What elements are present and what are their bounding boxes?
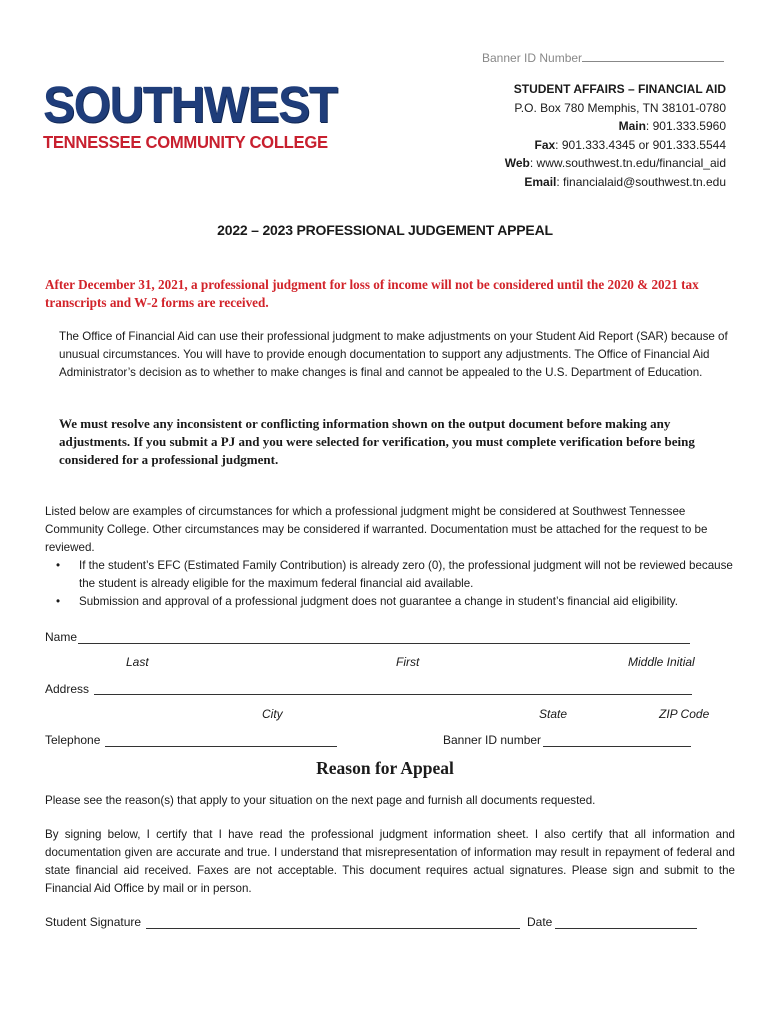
main-value: : 901.333.5960 xyxy=(645,119,726,134)
bullet-text: If the student’s EFC (Estimated Family Contribution) is already zero (0), the professional judgment will not be reviewed because the student is already eligible for the maximum federal financial aid available. xyxy=(79,559,733,590)
list-item xyxy=(45,557,735,593)
web-value: : www.southwest.tn.edu/financial_aid xyxy=(529,156,726,171)
middle-initial-label: Middle Initial xyxy=(628,655,695,669)
certify-paragraph: By signing below, I certify that I have read the professional judgment information sheet. I also certify that all information and documentation given are accurate and true. I understand that misrepresentation of information may result in repayment of federal and state financial aid received. Faxes are not acceptable. This document requires actual signatures. Please sign and submit to the Financial Aid Office by mail or in person. xyxy=(45,828,735,895)
reason-heading: Reason for Appeal xyxy=(316,758,454,778)
student-signature-field[interactable] xyxy=(146,928,520,929)
email-label: Email xyxy=(524,174,557,189)
banner-id-number-label: Banner ID number xyxy=(443,733,542,747)
examples-paragraph: Listed below are examples of circumstances for which a professional judgment might be considered at Southwest Tennessee Community College. Other circumstances may be considered if warranted. Documentation must be attached for the request to be reviewed. xyxy=(45,505,708,554)
bullet-icon: • xyxy=(56,559,61,572)
fax-label: Fax xyxy=(534,137,556,152)
telephone-field[interactable] xyxy=(105,746,337,747)
page-title: 2022 – 2023 PROFESSIONAL JUDGEMENT APPEAL xyxy=(217,222,553,238)
state-label: State xyxy=(539,707,568,721)
office-address: P.O. Box 780 Memphis, TN 38101-0780 xyxy=(514,100,726,115)
office-name: STUDENT AFFAIRS – FINANCIAL AID xyxy=(513,82,726,96)
list-item xyxy=(45,593,735,611)
telephone-label: Telephone xyxy=(45,733,101,747)
email-value: : financialaid@southwest.tn.edu xyxy=(556,174,726,189)
logo-main-text: SOUTHWEST xyxy=(43,76,337,133)
warning-text: After December 31, 2021, a professional judgment for loss of income will not be considered until the 2020 & 2021 tax transcripts and W-2 forms are received. xyxy=(45,277,699,310)
contact-block xyxy=(505,80,726,192)
web-address xyxy=(505,154,726,173)
web-label: Web xyxy=(504,156,530,171)
fax-value: : 901.333.4345 or 901.333.5544 xyxy=(555,137,726,152)
date-field[interactable] xyxy=(555,928,697,929)
resolve-paragraph: We must resolve any inconsistent or conflicting information shown on the output document before making any adjustments. If you submit a PJ and you were selected for verification, you must complete verification before being considered for a professional judgment. xyxy=(59,416,695,467)
last-label: Last xyxy=(126,655,149,669)
banner-id-top xyxy=(482,50,724,65)
intro-paragraph: The Office of Financial Aid can use their professional judgment to make adjustments on your Student Aid Report (SAR) because of unusual circumstances. You will have to provide enough documentation to support any adjustments. The Office of Financial Aid Administrator’s decision as to whether to make changes is final and cannot be appealed to the U.S. Department of Education. xyxy=(59,330,728,379)
bullet-list xyxy=(45,557,735,611)
banner-id-number-field[interactable] xyxy=(543,746,691,747)
name-label: Name xyxy=(45,630,78,644)
college-logo xyxy=(43,76,337,153)
banner-id-line[interactable] xyxy=(582,50,724,62)
main-label: Main xyxy=(618,119,646,134)
main-phone xyxy=(505,117,726,136)
reason-paragraph: Please see the reason(s) that apply to your situation on the next page and furnish all documents requested. xyxy=(45,794,596,807)
date-label: Date xyxy=(527,915,553,929)
zip-code-label: ZIP Code xyxy=(659,707,710,721)
banner-id-label: Banner ID Number xyxy=(482,51,583,65)
student-signature-label: Student Signature xyxy=(45,915,142,929)
bullet-icon: • xyxy=(56,595,61,608)
name-field[interactable] xyxy=(78,643,690,644)
email-address xyxy=(505,173,726,192)
address-label: Address xyxy=(45,682,90,696)
bullet-text: Submission and approval of a professional judgment does not guarantee a change in student’s financial aid eligibility. xyxy=(79,595,678,608)
address-field[interactable] xyxy=(94,694,692,695)
first-label: First xyxy=(396,655,420,669)
fax-number xyxy=(505,136,726,155)
city-label: City xyxy=(262,707,283,721)
logo-sub-text: TENNESSEE COMMUNITY COLLEGE xyxy=(43,132,328,152)
